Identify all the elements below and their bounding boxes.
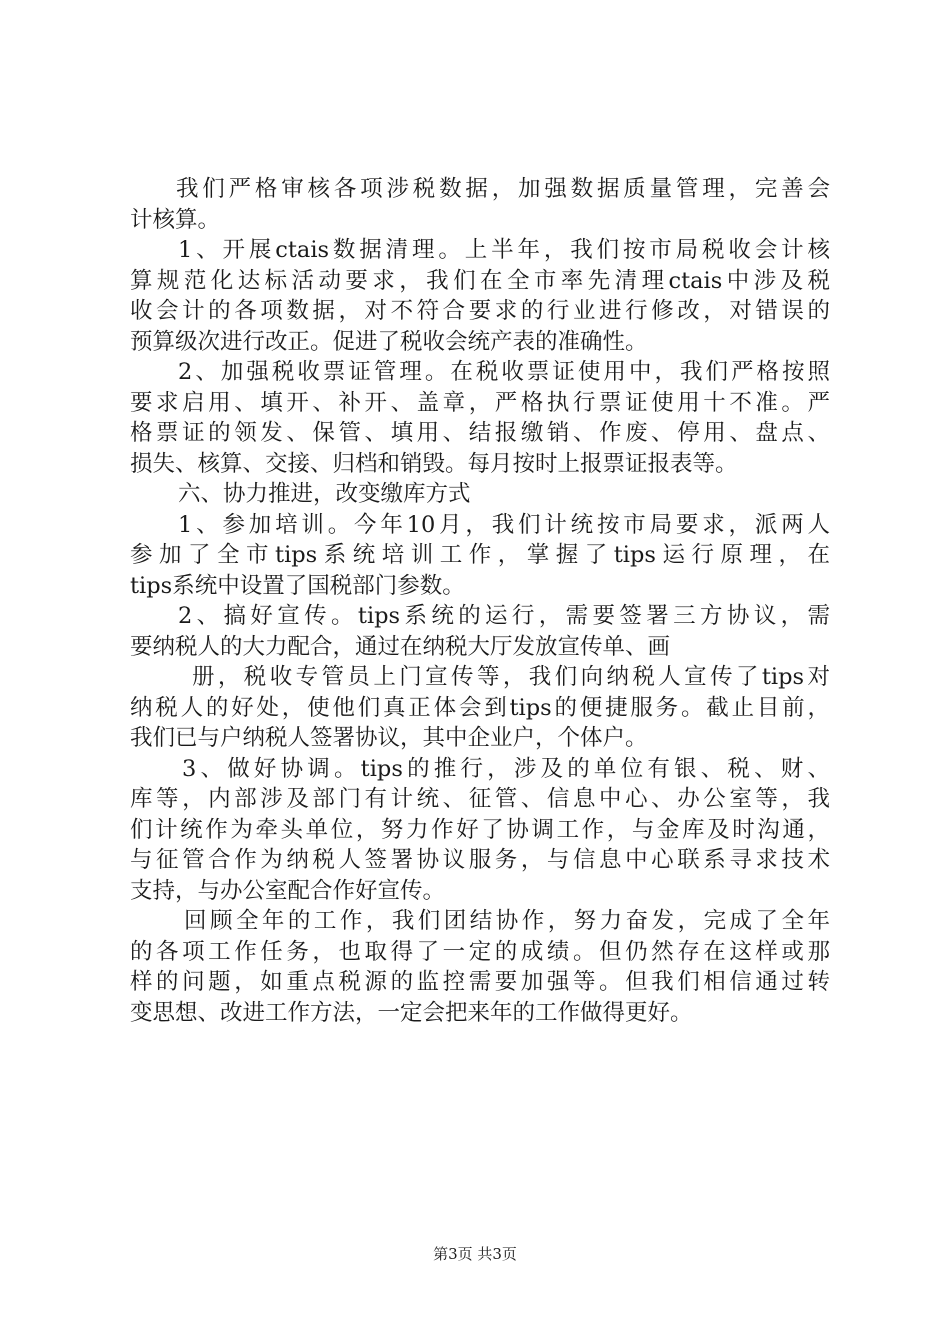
text-line: 2、搞好宣传。tips系统的运行，需要签署三方协议，需 — [178, 603, 830, 629]
text-line: 预算级次进行改正。促进了税收会统产表的准确性。 — [130, 328, 648, 355]
text-line: 1、参加培训。今年10月，我们计统按市局要求，派两人 — [178, 511, 830, 538]
text-line: 变思想、改进工作方法，一定会把来年的工作做得更好。 — [130, 999, 693, 1026]
text-line: 与征管合作为纳税人签署协议服务，与信息中心联系寻求技术 — [130, 847, 830, 873]
text-line: 要纳税人的大力配合，通过在纳税大厅发放宣传单、画 — [130, 633, 671, 660]
text-line: 们计统作为牵头单位，努力作好了协调工作，与金库及时沟通， — [130, 816, 830, 843]
text-line: 1、开展ctais数据清理。上半年，我们按市局税收会计核 — [178, 237, 830, 263]
text-line: 支持，与办公室配合作好宣传。 — [130, 877, 446, 904]
text-line: 我们已与户纳税人签署协议，其中企业户，个体户。 — [130, 725, 648, 751]
text-line: 样的问题，如重点税源的监控需要加强等。但我们相信通过转 — [130, 969, 830, 995]
section-heading: 六、协力推进，改变缴库方式 — [178, 481, 471, 507]
text-line: 损失、核算、交接、归档和销毁。每月按时上报票证报表等。 — [130, 450, 738, 477]
text-line: 收会计的各项数据，对不符合要求的行业进行修改，对错误的 — [130, 298, 830, 324]
document-body — [130, 174, 830, 1028]
text-line: 库等，内部涉及部门有计统、征管、信息中心、办公室等，我 — [130, 786, 830, 812]
text-line: tips系统中设置了国税部门参数。 — [130, 572, 465, 599]
text-line: 计核算。 — [130, 206, 221, 233]
text-line: 册，税收专管员上门宣传等，我们向纳税人宣传了tips对 — [192, 664, 830, 690]
text-line: 要求启用、填开、补开、盖章，严格执行票证使用十不准。严 — [130, 389, 830, 416]
text-line: 格票证的领发、保管、填用、结报缴销、作废、停用、盘点、 — [130, 420, 830, 446]
text-line: 的各项工作任务，也取得了一定的成绩。但仍然存在这样或那 — [130, 938, 830, 965]
text-line: 回顾全年的工作，我们团结协作，努力奋发，完成了全年 — [184, 908, 830, 934]
text-line: 纳税人的好处，使他们真正体会到tips的便捷服务。截止目前， — [130, 694, 830, 721]
text-line: 3、做好协调。tips的推行，涉及的单位有银、税、财、 — [182, 755, 830, 782]
text-line: 我们严格审核各项涉税数据，加强数据质量管理，完善会 — [176, 176, 830, 202]
text-line: 2、加强税收票证管理。在税收票证使用中，我们严格按照 — [178, 359, 830, 385]
text-line: 参加了全市tips系统培训工作，掌握了tips运行原理，在 — [130, 542, 830, 568]
text-line: 算规范化达标活动要求，我们在全市率先清理ctais中涉及税 — [130, 267, 830, 294]
page-number-footer: 第3页 共3页 — [433, 1245, 517, 1263]
